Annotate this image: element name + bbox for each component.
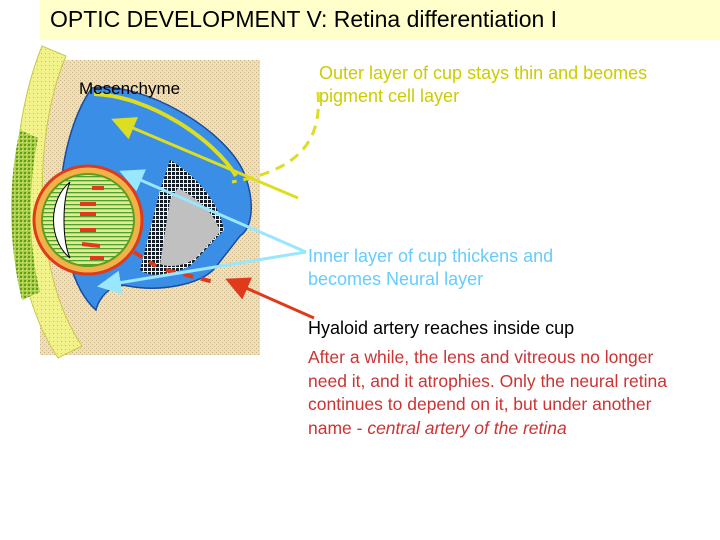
outer-layer-label: Outer layer of cup stays thin and beomes pigment cell layer [319,63,648,106]
mesenchyme-label: Mesenchyme [79,79,181,98]
slide-title: OPTIC DEVELOPMENT V: Retina differentiation I [50,6,558,32]
hyaloid-body-italic: central artery of the retina [367,417,567,438]
hyaloid-body-plain: After a while, the lens and vitreous no longer need it, and it atrophies. Only the neural retina continues to depend on it, but under another name - [308,347,667,438]
hyaloid-body-text [308,346,688,440]
inner-layer-label: Inner layer of cup thickens and becomes Neural layer [308,246,554,289]
hyaloid-title-label: Hyaloid artery reaches inside cup [308,318,575,338]
